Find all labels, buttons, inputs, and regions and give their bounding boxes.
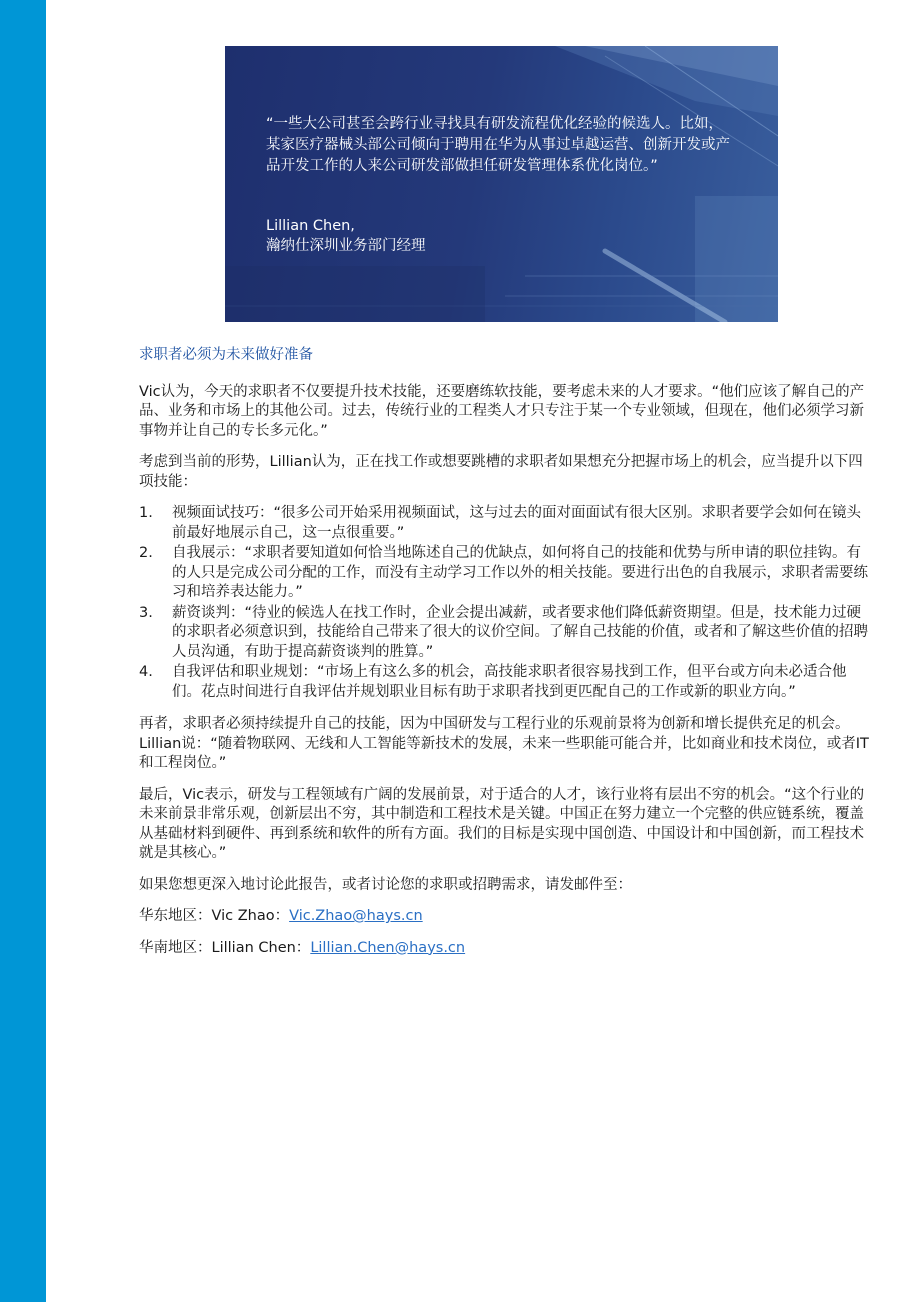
article-body <box>139 346 872 970</box>
skill-list <box>139 504 872 702</box>
quote-author <box>266 216 426 256</box>
list-item-text: 自我展示：“求职者要知道如何恰当地陈述自己的优缺点，如何将自己的技能和优势与所申请的职位挂钩。有的人只是完成公司分配的工作，而没有主动学习工作以外的相关技能。要进行出色的自我展示，求职者需要练习和培养表达能力。” <box>172 545 868 600</box>
list-item <box>139 604 872 663</box>
quote-banner <box>225 46 778 322</box>
contact-label: 华东地区：Vic Zhao： <box>139 908 290 924</box>
list-item-number: 1. <box>139 505 153 521</box>
email-link-lillian-chen[interactable]: Lillian.Chen@hays.cn <box>310 939 466 956</box>
list-item <box>139 504 872 543</box>
paragraph-vic-outlook: 最后，Vic表示，研发与工程领域有广阔的发展前景，对于适合的人才，该行业将有层出不穷的机会。“这个行业的未来前景非常乐观，创新层出不穷，其中制造和工程技术是关键。中国正在努力建立一个完整的供应链系统，覆盖从基础材料到硬件、再到系统和软件的所有方面。我们的目标是实现中国创造、中国设计和中国创新，而工程技术就是其核心。” <box>139 786 865 861</box>
quote-author-name: Lillian Chen, <box>266 218 355 234</box>
paragraph-contact-intro: 如果您想更深入地讨论此报告，或者讨论您的求职或招聘需求，请发邮件至： <box>139 876 632 893</box>
list-item <box>139 544 872 603</box>
section-heading: 求职者必须为未来做好准备 <box>139 347 313 363</box>
paragraph-continuous-learning: 再者，求职者必须持续提升自己的技能，因为中国研发与工程行业的乐观前景将为创新和增长提供充足的机会。Lillian说：“随着物联网、无线和人工智能等新技术的发展，未来一些职能可能合并，比如商业和技术岗位，或者IT和工程岗位。” <box>139 716 869 771</box>
list-item-number: 4. <box>139 664 153 680</box>
paragraph-lillian-intro: 考虑到当前的形势，Lillian认为，正在找工作或想要跳槽的求职者如果想充分把握市场上的机会，应当提升以下四项技能： <box>139 454 863 490</box>
quote-text: “一些大公司甚至会跨行业寻找具有研发流程优化经验的候选人。比如，某家医疗器械头部公司倾向于聘用在华为从事过卓越运营、创新开发或产品开发工作的人来公司研发部做担任研发管理体系优化岗位。” <box>266 116 730 174</box>
contact-east-china <box>139 907 872 927</box>
list-item-text: 视频面试技巧：“很多公司开始采用视频面试，这与过去的面对面面试有很大区别。求职者要学会如何在镜头前最好地展示自己，这一点很重要。” <box>172 505 862 541</box>
contact-south-china <box>139 939 872 959</box>
quote-author-title: 瀚纳仕深圳业务部门经理 <box>266 238 426 254</box>
left-accent-bar <box>0 0 46 1302</box>
list-item-text: 自我评估和职业规划：“市场上有这么多的机会，高技能求职者很容易找到工作，但平台或方向未必适合他们。花点时间进行自我评估并规划职业目标有助于求职者找到更匹配自己的工作或新的职业方向。” <box>172 664 847 700</box>
list-item-number: 2. <box>139 545 153 561</box>
list-item <box>139 663 872 702</box>
email-link-vic-zhao[interactable]: Vic.Zhao@hays.cn <box>289 908 423 924</box>
contact-label: 华南地区：Lillian Chen： <box>139 939 311 956</box>
quote-background-image <box>225 46 778 322</box>
paragraph-vic-skills: Vic认为，今天的求职者不仅要提升技术技能，还要磨练软技能，要考虑未来的人才要求。“他们应该了解自己的产品、业务和市场上的其他公司。过去，传统行业的工程类人才只专注于某一个专业领域，但现在，他们必须学习新事物并让自己的专长多元化。” <box>139 383 865 439</box>
list-item-number: 3. <box>139 604 153 621</box>
list-item-text: 薪资谈判：“待业的候选人在找工作时，企业会提出减薪，或者要求他们降低薪资期望。但是，技术能力过硬的求职者必须意识到，技能给自己带来了很大的议价空间。了解自己技能的价值，或者和了解这些价值的招聘人员沟通，有助于提高薪资谈判的胜算。” <box>172 604 868 660</box>
